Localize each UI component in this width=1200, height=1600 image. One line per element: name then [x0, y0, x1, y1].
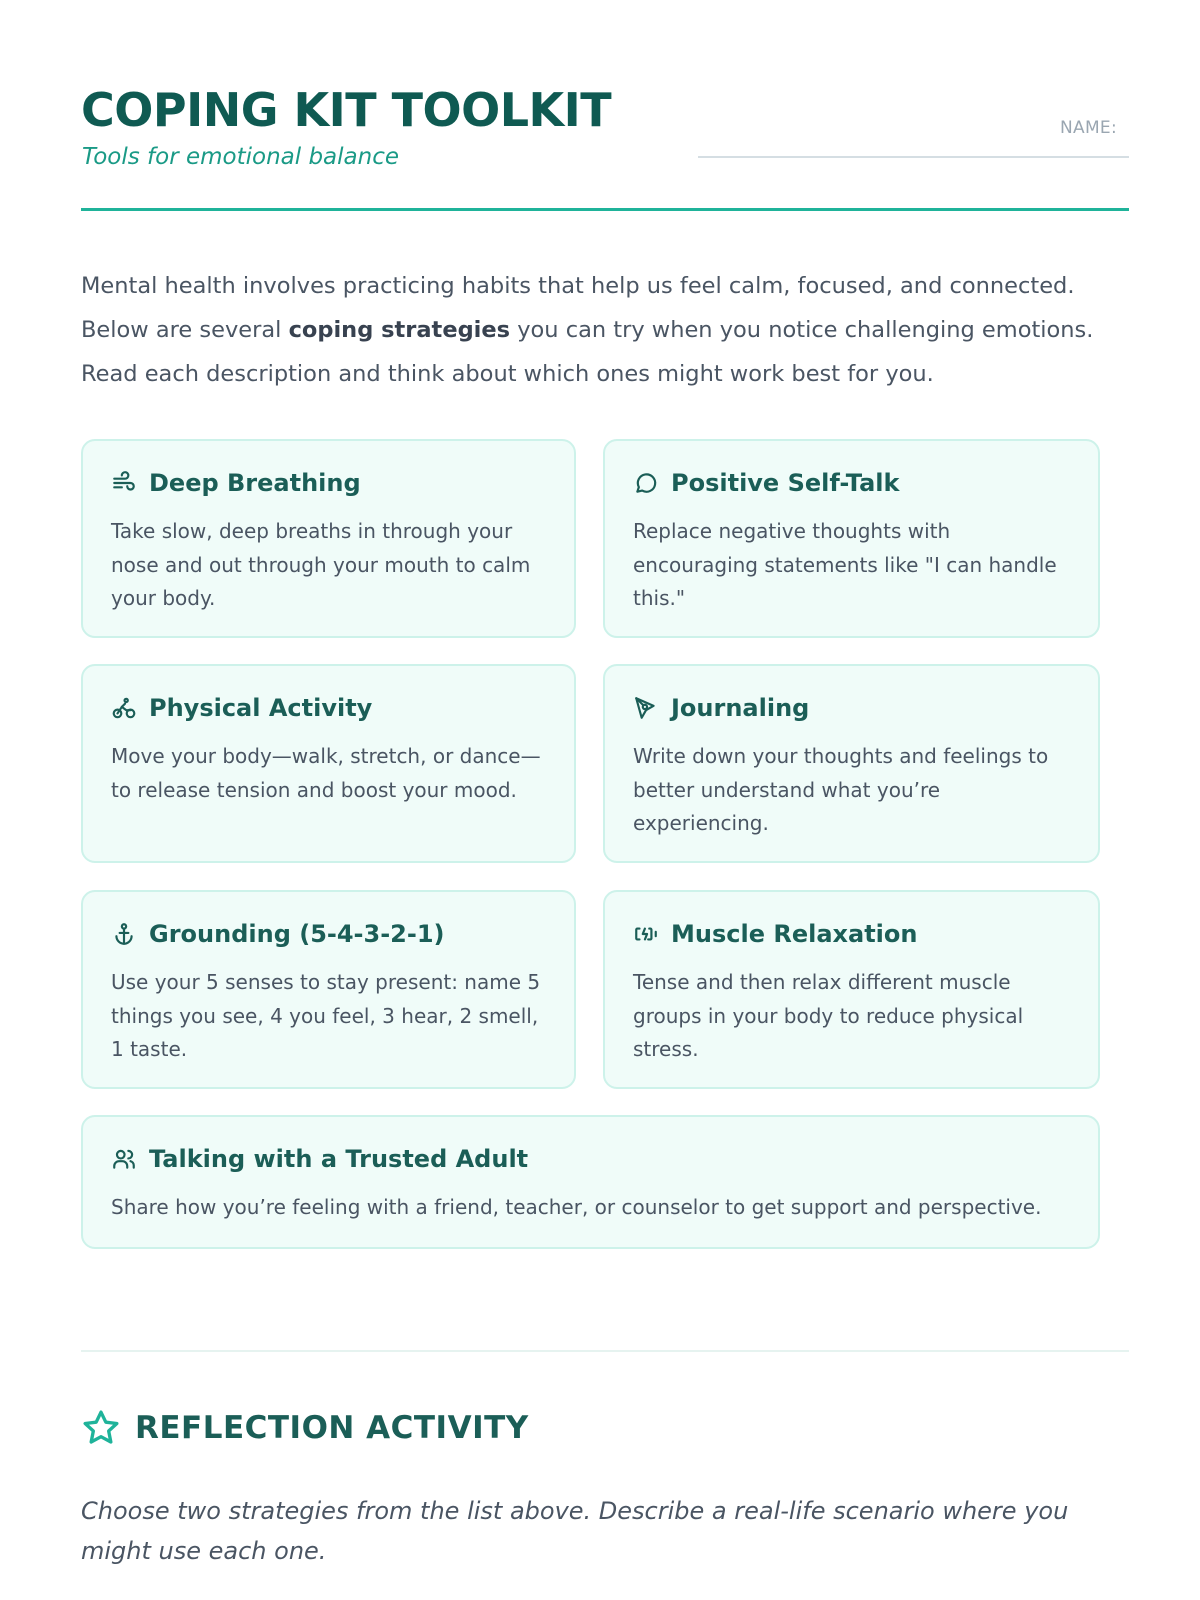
star-icon [81, 1408, 121, 1448]
reflection-prompt: Choose two strategies from the list above. Describe a real-life scenario where you might use each one. [81, 1497, 1069, 1565]
name-label: NAME: [1060, 118, 1117, 138]
wind-icon [111, 470, 137, 496]
card-deep-breathing [81, 439, 576, 638]
bike-icon [111, 695, 137, 721]
speech-bubble-icon [633, 470, 659, 496]
page-title: COPING KIT TOOLKIT [81, 83, 612, 137]
card-title: Physical Activity [149, 694, 373, 722]
card-positive-self-talk [603, 439, 1100, 638]
card-description: Share how you’re feeling with a friend, teacher, or counselor to get support and perspective. [111, 1195, 1042, 1219]
section-divider [81, 1350, 1129, 1352]
card-title: Talking with a Trusted Adult [149, 1145, 529, 1173]
intro-bold-text: coping strategies [288, 317, 511, 343]
intro-text-1: Mental health involves practicing habits that help us feel calm, focused, and connected. Below are several [81, 273, 1075, 343]
card-grounding [81, 890, 576, 1089]
intro-paragraph [81, 264, 1129, 396]
card-title: Muscle Relaxation [671, 920, 918, 948]
card-description: Move your body—walk, stretch, or dance—to release tension and boost your mood. [111, 744, 541, 802]
users-icon [111, 1146, 137, 1172]
name-field[interactable] [698, 116, 1129, 158]
card-trusted-adult [81, 1115, 1100, 1249]
card-title: Journaling [671, 694, 810, 722]
anchor-icon [111, 921, 137, 947]
card-description: Write down your thoughts and feelings to better understand what you’re experiencing. [633, 744, 1049, 835]
card-title: Grounding (5-4-3-2-1) [149, 920, 445, 948]
card-description: Replace negative thoughts with encouraging statements like "I can handle this." [633, 519, 1057, 610]
card-journaling [603, 664, 1100, 863]
worksheet-page [81, 0, 1129, 1600]
card-title: Deep Breathing [149, 469, 361, 497]
card-description: Tense and then relax different muscle groups in your body to reduce physical stress. [633, 970, 1024, 1061]
pen-icon [633, 695, 659, 721]
intro-text-2: you can try when you notice challenging emotions. Read each description and think about which ones might work best for you. [81, 317, 1094, 387]
card-description: Take slow, deep breaths in through your nose and out through your mouth to calm your body. [111, 519, 531, 610]
card-muscle-relaxation [603, 890, 1100, 1089]
card-title: Positive Self-Talk [671, 469, 900, 497]
battery-charging-icon [633, 921, 659, 947]
header [81, 80, 1129, 212]
card-physical-activity [81, 664, 576, 863]
card-description: Use your 5 senses to stay present: name 5 things you see, 4 you feel, 3 hear, 2 smell, 1 taste. [111, 970, 541, 1061]
header-divider [81, 208, 1129, 211]
reflection-title: REFLECTION ACTIVITY [135, 1410, 529, 1446]
page-subtitle: Tools for emotional balance [82, 144, 400, 170]
reflection-heading [81, 1408, 529, 1448]
